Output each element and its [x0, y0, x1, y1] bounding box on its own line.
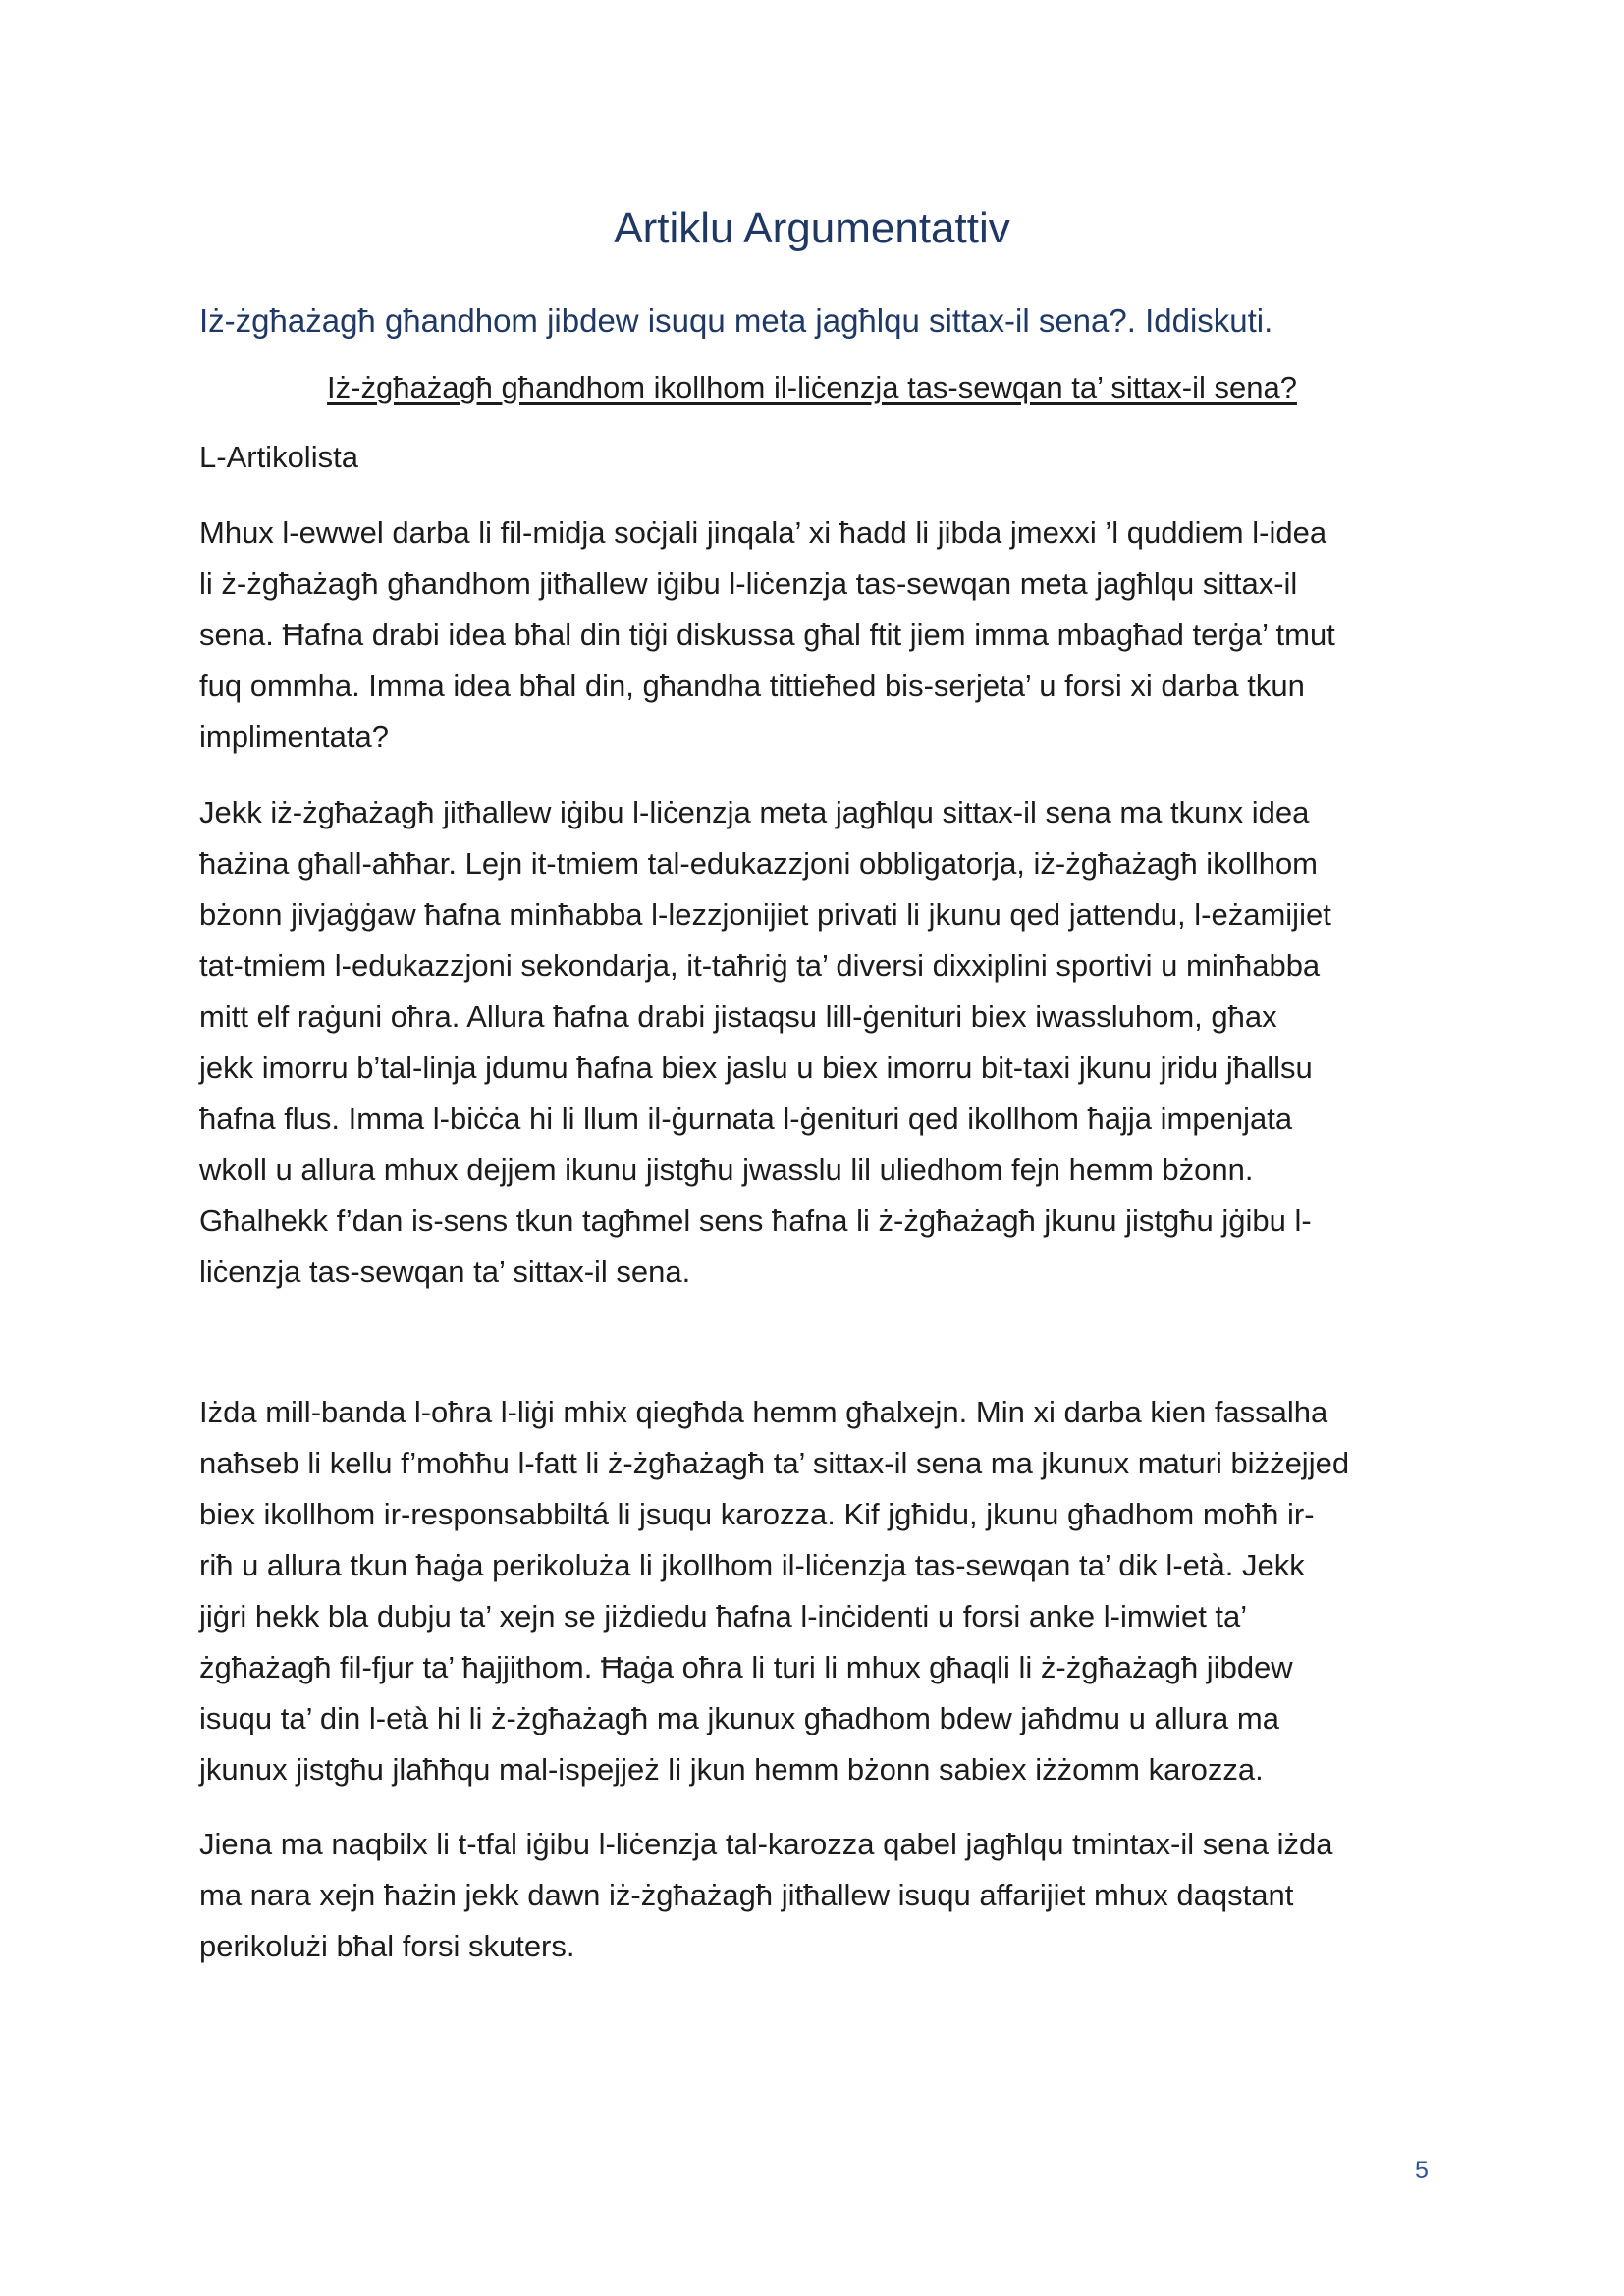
article-author: L-Artikolista: [199, 440, 358, 474]
article-subtitle: Iż-żgħażagħ għandhom jibdew isuqu meta jagħlqu sittax-il sena?. Iddiskuti.: [199, 302, 1273, 339]
paragraph-2: Jekk iż-żgħażagħ jitħallew iġibu l-liċenzja meta jagħlqu sittax-il sena ma tkunx idea ħażina għall-aħħar. Lejn it-tmiem tal-edukazzjoni obbligatorja, iż-żgħażagħ ikollhom bżonn jivjaġġaw ħafna minħabba l-lezzjonijiet privati li jkunu qed jattendu, l-eżamijiet tat-tmiem l-edukazzjoni sekondarja, it-taħriġ ta’ diversi dixxiplini sportivi u minħabba mitt elf raġuni oħra. Allura ħafna drabi jistaqsu lill-ġenituri biex iwassluhom, għax jekk imorru b’tal-linja jdumu ħafna biex jaslu u biex imorru bit-taxi jkunu jridu jħallsu ħafna flus. Imma l-biċċa hi li llum il-ġurnata l-ġenituri qed ikollhom ħajja impenjata wkoll u allura mhux dejjem ikunu jistgħu jwasslu lil uliedhom fejn hemm bżonn. Għalhekk f’dan is-sens tkun tagħmel sens ħafna li ż-żgħażagħ jkunu jistgħu jġibu l- liċenzja tas-sewqan ta’ sittax-il sena.: [199, 795, 1331, 1289]
paragraph-1: Mhux l-ewwel darba li fil-midja soċjali jinqala’ xi ħadd li jibda jmexxi ’l quddiem l-idea li ż-żgħażagħ għandhom jitħallew iġibu l-liċenzja tas-sewqan meta jagħlqu sittax-il sena. Ħafna drabi idea bħal din tiġi diskussa għal ftit jiem imma mbagħad terġa’ tmut fuq ommha. Imma idea bħal din, għandha tittieħed bis-serjeta’ u forsi xi darba tkun implimentata?: [199, 515, 1335, 754]
paragraph-3: Iżda mill-banda l-oħra l-liġi mhix qiegħda hemm għalxejn. Min xi darba kien fassalha naħseb li kellu f’moħħu l-fatt li ż-żgħażagħ ta’ sittax-il sena ma jkunux maturi biżżejjed biex ikollhom ir-responsabbiltá li jsuqu karozza. Kif jgħidu, jkunu għadhom moħħ ir- riħ u allura tkun ħaġa perikoluża li jkollhom il-liċenzja tas-sewqan ta’ dik l-età. Jekk jiġri hekk bla dubju ta’ xejn se jiżdiedu ħafna l-inċidenti u forsi anke l-imwiet ta’ żgħażagħ fil-fjur ta’ ħajjithom. Ħaġa oħra li turi li mhux għaqli li ż-żgħażagħ jibdew isuqu ta’ din l-età hi li ż-żgħażagħ ma jkunux għadhom bdew jaħdmu u allura ma jkunux jistgħu jlaħħqu mal-ispejjeż li jkun hemm bżonn sabiex iżżomm karozza.: [199, 1395, 1350, 1787]
page-number: 5: [1415, 2157, 1429, 2184]
article-question: Iż-żgħażagħ għandhom ikollhom il-liċenzja tas-sewqan ta’ sittax-il sena?: [327, 370, 1297, 404]
paragraph-4: Jiena ma naqbilx li t-tfal iġibu l-liċenzja tal-karozza qabel jagħlqu tmintax-il sena iżda ma nara xejn ħażin jekk dawn iż-żgħażagħ jitħallew isuqu affarijiet mhux daqstant perikolużi bħal forsi skuters.: [199, 1827, 1333, 1963]
article-title: Artiklu Argumentattiv: [614, 204, 1010, 252]
